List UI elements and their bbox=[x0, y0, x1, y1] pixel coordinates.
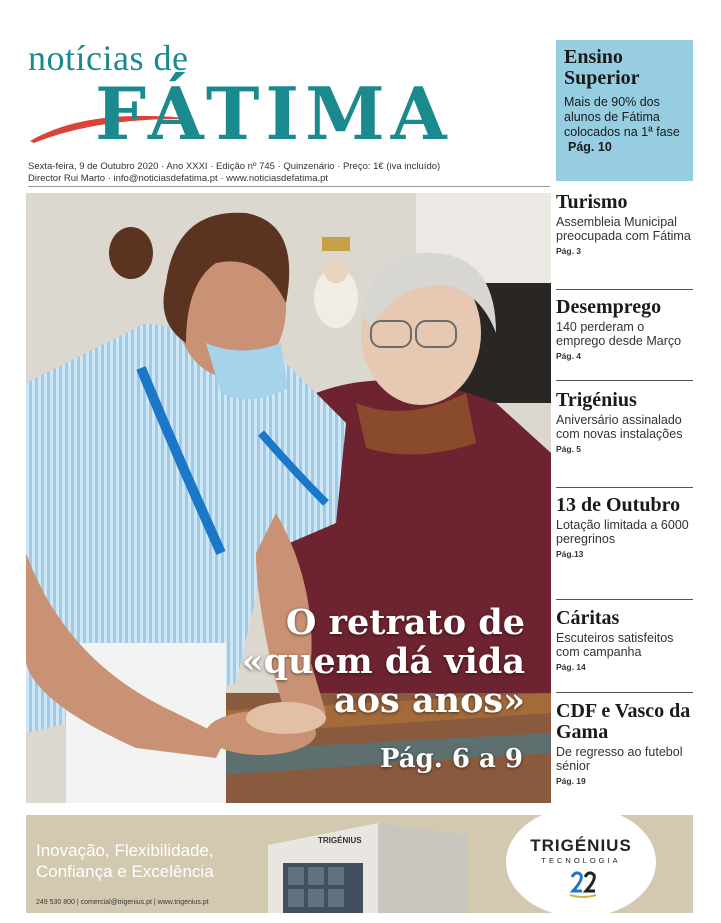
headline-line-2: «quem dá vida bbox=[241, 641, 525, 682]
headline-line-3: aos anos» bbox=[334, 680, 525, 721]
ad-contact: 249 530 800 | comercial@trigenius.pt | www.trigenius.pt bbox=[36, 899, 209, 906]
building-image bbox=[258, 815, 468, 913]
sidebar-item-body: Escuteiros satisfeitos com campanha bbox=[556, 631, 674, 659]
sidebar-divider bbox=[556, 487, 693, 488]
sidebar-item-body: 140 perderam o emprego desde Março bbox=[556, 320, 682, 348]
sidebar-item-body: Lotação limitada a 6000 peregrinos bbox=[556, 518, 689, 546]
sidebar-item-body: De regresso ao futebol sénior bbox=[556, 745, 683, 773]
ad-slogan-line-2: Confiança e Excelência bbox=[36, 862, 214, 881]
cover-headline-page: Pág. 6 a 9 bbox=[379, 744, 523, 774]
sidebar-item-body: Assembleia Municipal preocupada com Fátima bbox=[556, 215, 691, 243]
sidebar-item-page: Pág. 19 bbox=[556, 776, 586, 786]
sidebar-item-title: Desemprego bbox=[556, 296, 662, 318]
sidebar-item-page: Pág. 5 bbox=[556, 444, 582, 454]
sidebar-item-title: Trigénius bbox=[556, 389, 637, 411]
ensino-body bbox=[564, 95, 685, 155]
cover-photo[interactable] bbox=[26, 193, 551, 803]
sidebar-item-title: 13 de Outubro bbox=[556, 494, 681, 516]
sidebar-item-turismo[interactable] bbox=[556, 192, 693, 256]
ensino-superior-box[interactable] bbox=[556, 40, 693, 181]
sidebar-divider bbox=[556, 380, 693, 381]
sidebar-item-caritas[interactable] bbox=[556, 608, 693, 672]
sidebar-item-title: CDF e Vasco da Gama bbox=[556, 700, 691, 743]
sidebar-item-title: Cáritas bbox=[556, 607, 620, 629]
sidebar-divider bbox=[556, 692, 693, 693]
ensino-text: Mais de 90% dos alunos de Fátima colocados na 1ª fase bbox=[564, 95, 680, 139]
masthead-title: FÁTIMA bbox=[95, 71, 453, 156]
sidebar-divider bbox=[556, 289, 693, 290]
ad-slogan bbox=[36, 840, 214, 882]
masthead-divider bbox=[28, 186, 550, 187]
sidebar-item-desemprego[interactable] bbox=[556, 297, 693, 361]
building-sign: TRIGÉNIUS bbox=[318, 836, 362, 845]
ensino-page: Pág. 10 bbox=[568, 140, 612, 154]
issue-info: Sexta-feira, 9 de Outubro 2020 · Ano XXXI · Edição nº 745 · Quinzenário · Preço: 1€ (iva incluído) bbox=[28, 161, 441, 172]
sidebar-item-page: Pág. 14 bbox=[556, 662, 586, 672]
sidebar-item-page: Pág.13 bbox=[556, 549, 584, 559]
ensino-title: Ensino Superior bbox=[564, 46, 640, 89]
ad-slogan-line-1: Inovação, Flexibilidade, bbox=[36, 841, 214, 860]
sidebar-divider bbox=[556, 599, 693, 600]
director-contact: Director Rui Marto · info@noticiasdefatima.pt · www.noticiasdefatima.pt bbox=[28, 173, 329, 184]
ad-brand: TRIGÉNIUS bbox=[530, 836, 632, 855]
anniversary-22-logo bbox=[566, 867, 600, 901]
masthead-subtitle: notícias de bbox=[28, 38, 189, 78]
ad-tagline: TECNOLOGIA bbox=[541, 856, 621, 865]
sidebar-item-body: Aniversário assinalado com novas instalações bbox=[556, 413, 683, 441]
sidebar-item-page: Pág. 3 bbox=[556, 246, 582, 256]
cover-headline[interactable] bbox=[242, 603, 525, 720]
advertisement-banner[interactable] bbox=[26, 815, 693, 913]
sidebar-item-13-outubro[interactable] bbox=[556, 495, 693, 559]
headline-line-1: O retrato de bbox=[285, 602, 525, 643]
sidebar-item-trigenius[interactable] bbox=[556, 390, 693, 454]
sidebar-item-page: Pág. 4 bbox=[556, 351, 582, 361]
sidebar-item-title: Turismo bbox=[556, 191, 628, 213]
sidebar-item-cdf-vasco[interactable] bbox=[556, 701, 693, 786]
